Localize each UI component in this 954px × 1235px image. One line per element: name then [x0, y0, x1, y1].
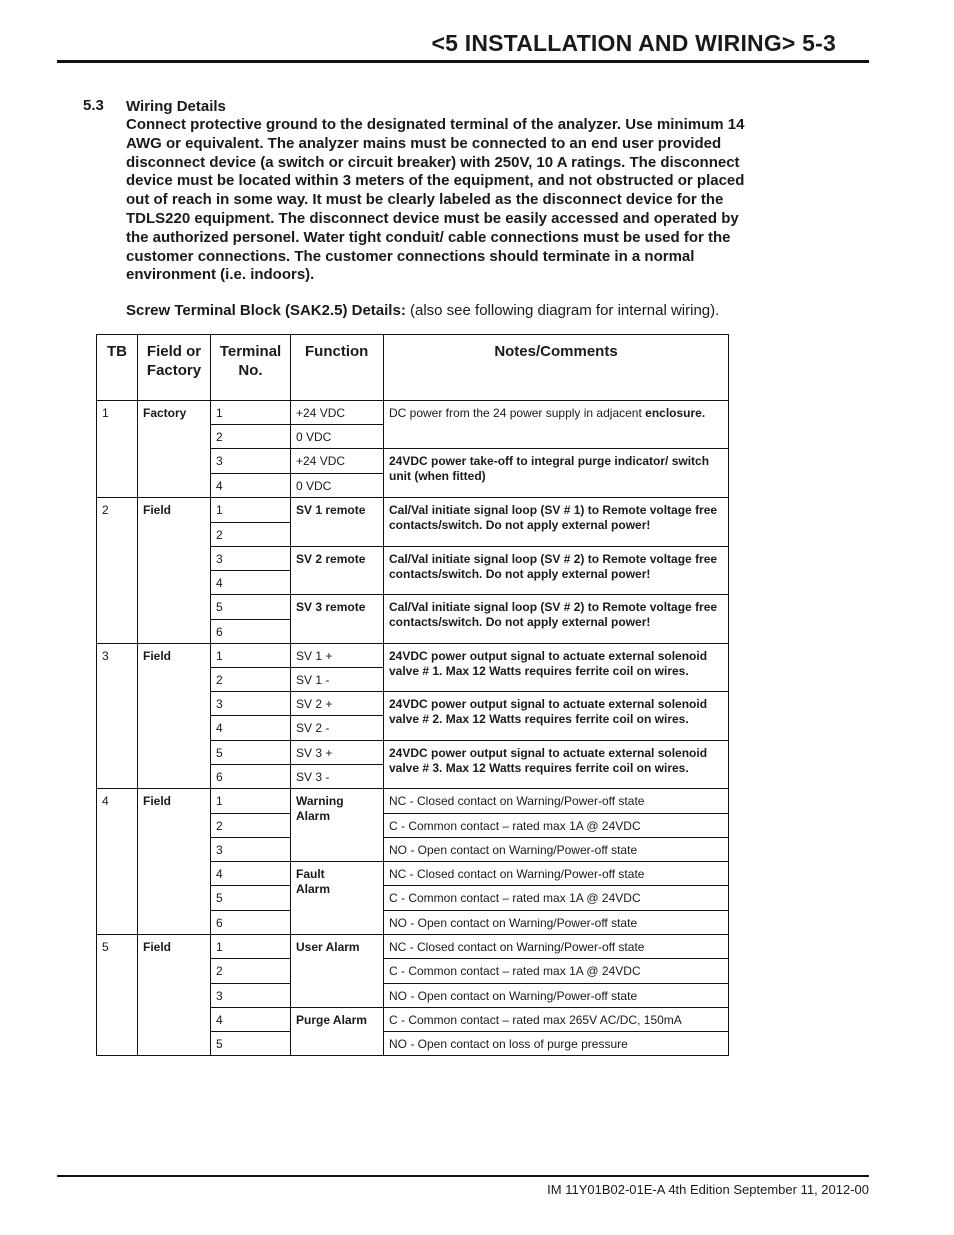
section-number: 5.3	[83, 97, 104, 114]
notes-cell: C - Common contact – rated max 1A @ 24VDC	[384, 886, 729, 911]
terminal-no: 1	[211, 789, 291, 814]
notes-cell: 24VDC power output signal to actuate external solenoid valve # 1. Max 12 Watts requires ferrite coil on wires.	[384, 644, 729, 692]
function-cell: Purge Alarm	[291, 1008, 384, 1056]
function-cell: User Alarm	[291, 935, 384, 1008]
function-cell: +24 VDC	[291, 401, 384, 425]
notes-cell: NO - Open contact on Warning/Power-off state	[384, 838, 729, 862]
notes-cell: 24VDC power take-off to integral purge indicator/ switch unit (when fitted)	[384, 449, 729, 498]
field-or-factory: Field	[138, 789, 211, 935]
notes-cell: NO - Open contact on Warning/Power-off state	[384, 984, 729, 1008]
terminal-no: 1	[211, 644, 291, 668]
function-cell: SV 3 +	[291, 741, 384, 765]
function-cell: SV 1 +	[291, 644, 384, 668]
field-or-factory: Field	[138, 935, 211, 1056]
col-header-terminal: Terminal No.	[211, 335, 291, 401]
notes-cell: C - Common contact – rated max 265V AC/DC, 150mA	[384, 1008, 729, 1032]
tb-number: 1	[97, 401, 138, 498]
notes-cell: 24VDC power output signal to actuate external solenoid valve # 3. Max 12 Watts requires ferrite coil on wires.	[384, 741, 729, 789]
terminal-no: 3	[211, 449, 291, 474]
notes-cell: NC - Closed contact on Warning/Power-off state	[384, 862, 729, 886]
section-body	[126, 97, 746, 285]
function-cell: SV 1 remote	[291, 498, 384, 547]
function-cell: SV 1 -	[291, 668, 384, 692]
notes-cell: 24VDC power output signal to actuate external solenoid valve # 2. Max 12 Watts requires ferrite coil on wires.	[384, 692, 729, 741]
col-header-tb: TB	[97, 335, 138, 401]
section-paragraph: Connect protective ground to the designated terminal of the analyzer. Use minimum 14 AWG or equivalent. The analyzer mains must be connected to an end user provided disconnect device (a switch or circuit breaker) with 250V, 10 A ratings. The disconnect device must be located within 3 meters of the equipment, and not obstructed or placed out of reach in some way. It must be clearly labeled as the disconnect device for the TDLS220 equipment. The disconnect device must be easily accessed and operated by the authorized personel. Water tight conduit/ cable connections must be used for the customer connections. The customer connections should terminate in a normal environment (i.e. indoors).	[126, 116, 745, 284]
notes-emphasis: enclosure.	[645, 406, 706, 420]
function-cell: +24 VDC	[291, 449, 384, 474]
function-cell: 0 VDC	[291, 425, 384, 449]
terminal-no: 1	[211, 935, 291, 959]
tb-number: 5	[97, 935, 138, 1056]
notes-cell: NC - Closed contact on Warning/Power-off state	[384, 789, 729, 814]
field-or-factory: Factory	[138, 401, 211, 498]
terminal-no: 3	[211, 547, 291, 571]
col-header-field: Field or Factory	[138, 335, 211, 401]
function-cell: SV 3 -	[291, 765, 384, 789]
table-row	[97, 401, 729, 425]
table-header-row	[97, 335, 729, 401]
function-cell: SV 3 remote	[291, 595, 384, 644]
function-cell: 0 VDC	[291, 474, 384, 498]
notes-cell: NO - Open contact on loss of purge pressure	[384, 1032, 729, 1056]
terminal-no: 3	[211, 984, 291, 1008]
table-row	[97, 789, 729, 814]
notes-cell	[384, 401, 729, 449]
notes-cell: C - Common contact – rated max 1A @ 24VDC	[384, 959, 729, 984]
terminal-no: 3	[211, 692, 291, 716]
screw-terminal-note: (also see following diagram for internal wiring).	[405, 302, 720, 319]
function-cell: SV 2 -	[291, 716, 384, 741]
col-header-notes: Notes/Comments	[384, 335, 729, 401]
terminal-no: 5	[211, 886, 291, 911]
tb-number: 2	[97, 498, 138, 644]
page-header-title: <5 INSTALLATION AND WIRING> 5-3	[431, 30, 836, 56]
terminal-no: 2	[211, 523, 291, 547]
table-row	[97, 935, 729, 959]
terminal-no: 3	[211, 838, 291, 862]
terminal-no: 5	[211, 595, 291, 620]
terminal-no: 5	[211, 741, 291, 765]
terminal-no: 5	[211, 1032, 291, 1056]
function-cell: Warning Alarm	[291, 789, 384, 862]
terminal-no: 4	[211, 474, 291, 498]
terminal-no: 2	[211, 668, 291, 692]
wiring-table	[96, 334, 729, 1056]
notes-cell: C - Common contact – rated max 1A @ 24VDC	[384, 814, 729, 838]
terminal-no: 6	[211, 620, 291, 644]
terminal-no: 4	[211, 862, 291, 886]
terminal-no: 1	[211, 401, 291, 425]
terminal-no: 4	[211, 1008, 291, 1032]
notes-cell: Cal/Val initiate signal loop (SV # 1) to Remote voltage free contacts/switch. Do not apply external power!	[384, 498, 729, 547]
field-or-factory: Field	[138, 644, 211, 789]
function-cell: Fault Alarm	[291, 862, 384, 935]
terminal-no: 2	[211, 425, 291, 449]
terminal-no: 4	[211, 571, 291, 595]
notes-cell: NO - Open contact on Warning/Power-off state	[384, 911, 729, 935]
notes-cell: Cal/Val initiate signal loop (SV # 2) to Remote voltage free contacts/switch. Do not apply external power!	[384, 547, 729, 595]
terminal-no: 2	[211, 814, 291, 838]
tb-number: 3	[97, 644, 138, 789]
terminal-no: 6	[211, 911, 291, 935]
function-cell: SV 2 remote	[291, 547, 384, 595]
terminal-no: 4	[211, 716, 291, 741]
function-cell: SV 2 +	[291, 692, 384, 716]
footer-document-id: IM 11Y01B02-01E-A 4th Edition September 11, 2012-00	[547, 1182, 869, 1197]
section-title: Wiring Details	[126, 98, 226, 115]
tb-number: 4	[97, 789, 138, 935]
terminal-no: 2	[211, 959, 291, 984]
terminal-no: 1	[211, 498, 291, 523]
notes-text: DC power from the 24 power supply in adjacent	[389, 406, 646, 420]
notes-cell: Cal/Val initiate signal loop (SV # 2) to Remote voltage free contacts/switch. Do not apply external power!	[384, 595, 729, 644]
screw-terminal-intro	[126, 302, 719, 319]
table-row	[97, 644, 729, 668]
field-or-factory: Field	[138, 498, 211, 644]
terminal-no: 6	[211, 765, 291, 789]
header-rule	[57, 60, 869, 63]
table-row	[97, 498, 729, 523]
screw-terminal-label: Screw Terminal Block (SAK2.5) Details:	[126, 302, 406, 319]
notes-cell: NC - Closed contact on Warning/Power-off state	[384, 935, 729, 959]
col-header-function: Function	[291, 335, 384, 401]
footer-rule	[57, 1175, 869, 1177]
